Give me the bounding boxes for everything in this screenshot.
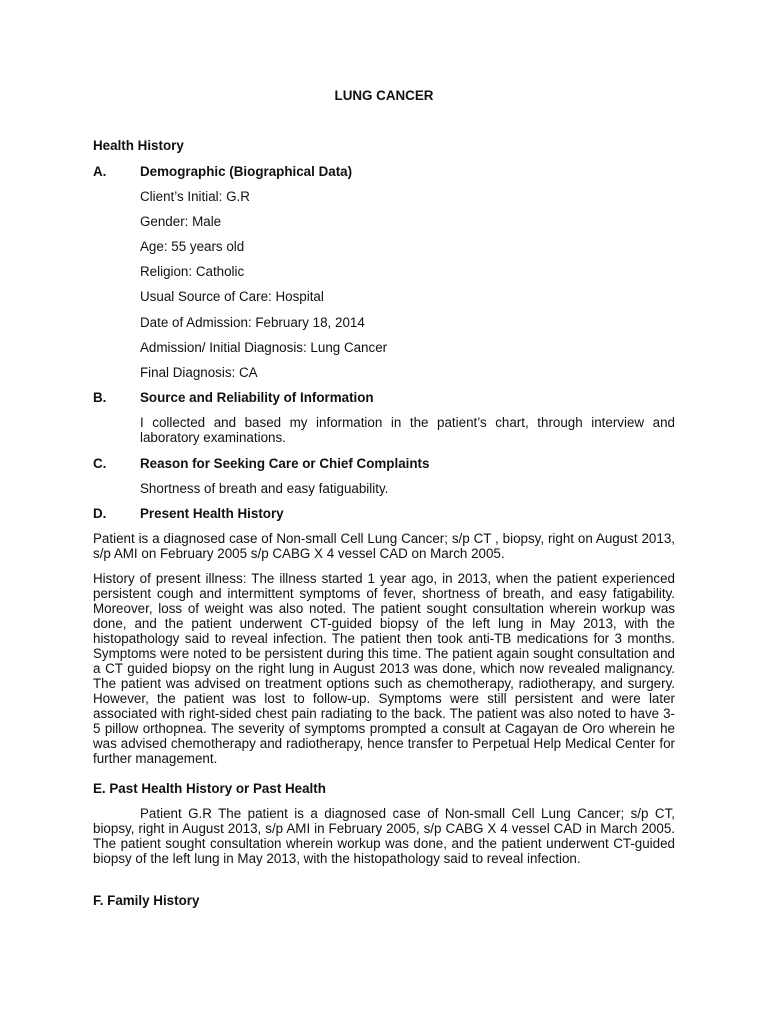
health-history-heading: Health History xyxy=(93,138,184,153)
section-c-letter: C. xyxy=(93,456,107,471)
section-a-letter: A. xyxy=(93,164,107,179)
demographic-item: Gender: Male xyxy=(140,214,222,229)
demographic-item: Client’s Initial: G.R xyxy=(140,189,250,204)
section-b-heading: Source and Reliability of Information xyxy=(140,390,374,405)
section-e-heading: E. Past Health History or Past Health xyxy=(93,781,326,796)
demographic-item: Religion: Catholic xyxy=(140,264,245,279)
history-of-present-illness-paragraph: History of present illness: The illness started 1 year ago, in 2013, when the patient experienced persistent cough and intermittent symptoms of fever, shortness of breath, and easy fatigability. Moreover, loss of weight was also noted. The patient sought consultation wherein workup was done, and the patient underwent CT-guided biopsy of the left lung in May 2013, with the histopathology said to reveal infection. The patient then took anti-TB medications for 3 months. Symptoms were noted to be persistent during this time. The patient again sought consultation and a CT guided biopsy on the right lung in August 2013 was done, which now revealed malignancy. The patient was advised on treatment options such as chemotherapy, radiotherapy, and surgery. However, the patient was lost to follow-up. Symptoms were still persistent and were later associated with right-sided chest pain radiating to the back. The patient was also noted to have 3-5 pillow orthopnea. The severity of symptoms prompted a consult at Cagayan de Oro wherein he was advised chemotherapy and radiotherapy, hence transfer to Perpetual Help Medical Center for further management. xyxy=(93,571,675,766)
section-b-letter: B. xyxy=(93,390,107,405)
past-history-paragraph: Patient G.R The patient is a diagnosed case of Non-small Cell Lung Cancer; s/p CT, biopsy, right in August 2013, s/p AMI in February 2005, s/p CABG X 4 vessel CAD in March 2005. The patient sought consultation wherein workup was done, and the patient underwent CT-guided biopsy of the left lung in May 2013, with the histopathology said to reveal infection. xyxy=(93,806,675,866)
demographic-item: Date of Admission: February 18, 2014 xyxy=(140,315,365,330)
document-title: LUNG CANCER xyxy=(334,88,434,103)
demographic-item: Final Diagnosis: CA xyxy=(140,365,258,380)
section-c-heading: Reason for Seeking Care or Chief Complaints xyxy=(140,456,430,471)
section-f-heading: F. Family History xyxy=(93,893,200,908)
section-b-text: I collected and based my information in the patient’s chart, through interview and laboratory examinations. xyxy=(140,415,675,445)
section-d-heading: Present Health History xyxy=(140,506,284,521)
demographic-item: Admission/ Initial Diagnosis: Lung Cancer xyxy=(140,340,388,355)
demographic-item: Age: 55 years old xyxy=(140,239,245,254)
section-a-heading: Demographic (Biographical Data) xyxy=(140,164,353,179)
present-history-paragraph: Patient is a diagnosed case of Non-small Cell Lung Cancer; s/p CT , biopsy, right on August 2013, s/p AMI on February 2005 s/p CABG X 4 vessel CAD on March 2005. xyxy=(93,531,675,561)
section-c-text: Shortness of breath and easy fatiguability. xyxy=(140,481,389,496)
demographic-item: Usual Source of Care: Hospital xyxy=(140,289,324,304)
section-d-letter: D. xyxy=(93,506,107,521)
